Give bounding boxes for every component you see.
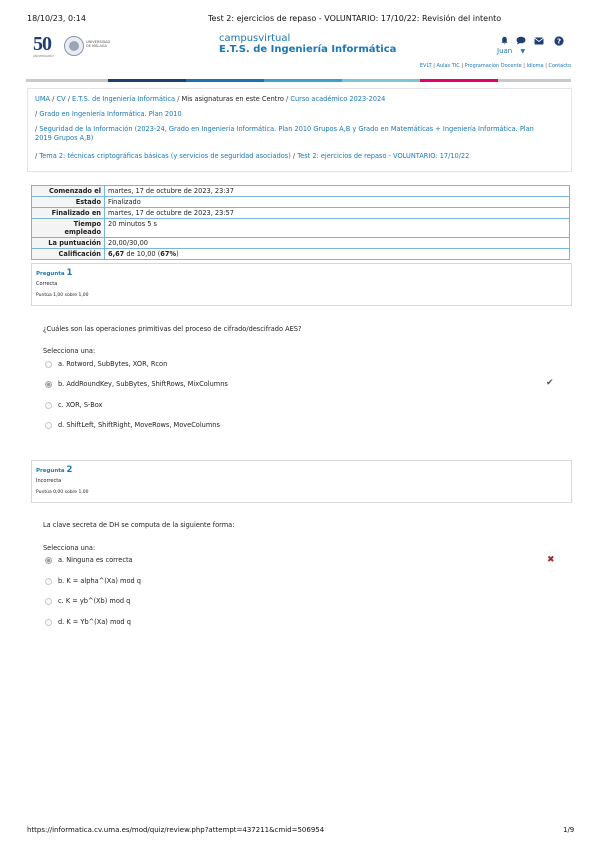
- breadcrumb-line1: UMA / CV / E.T.S. de Ingeniería Informática / Mis asignaturas en este Centro / Curso académico 2023-2024: [35, 95, 386, 103]
- top-links: EVLT | Aulas TIC | Programación Docente | Idioma | Contacto: [419, 63, 571, 69]
- university-line2: DE MÁLAGA: [86, 44, 107, 48]
- user-name: Juan: [497, 47, 513, 55]
- link-evlt[interactable]: EVLT: [419, 63, 432, 69]
- answer-option[interactable]: [45, 618, 131, 626]
- question-info: [31, 460, 572, 503]
- question-num: 2: [66, 465, 73, 475]
- option-label: c. K = yb^(Xb) mod q: [58, 597, 131, 605]
- answer-option[interactable]: [45, 577, 141, 585]
- color-bar: [26, 79, 571, 82]
- color-bar-seg: [108, 79, 186, 82]
- answer-option[interactable]: [45, 597, 130, 605]
- color-bar-seg: [498, 79, 571, 82]
- page-number: 1/9: [563, 826, 575, 834]
- question-label: Pregunta: [36, 468, 65, 474]
- correct-check-icon: ✔: [546, 378, 554, 388]
- print-date: 18/10/23, 0:14: [27, 14, 86, 23]
- breadcrumb-line2: / Grado en Ingeniería Informática. Plan 2010: [35, 110, 182, 118]
- question-label: Pregunta: [36, 271, 65, 277]
- chat-icon[interactable]: [516, 36, 526, 45]
- answer-option[interactable]: [45, 421, 220, 429]
- breadcrumb-cv[interactable]: CV: [56, 95, 66, 103]
- color-bar-seg: [26, 79, 108, 82]
- summary-value: Finalizado: [105, 197, 570, 208]
- answer-option[interactable]: [45, 360, 167, 368]
- question-text: La clave secreta de DH se computa de la siguiente forma:: [43, 521, 235, 529]
- radio-button-selected[interactable]: [45, 381, 52, 388]
- question-state: Incorrecta: [36, 478, 62, 484]
- breadcrumb-test[interactable]: Test 2: ejercicios de repaso - VOLUNTARIO: 17/10/22: [297, 152, 470, 160]
- breadcrumb-line4: / Tema 2: técnicas criptográficas básicas (y servicios de seguridad asociados) / Test 2: ejercicios de repaso - VOLUNTARIO: 17/10/22: [35, 152, 470, 160]
- breadcrumb-mis-asignaturas: Mis asignaturas en este Centro: [181, 95, 284, 103]
- breadcrumb-tema[interactable]: Tema 2: técnicas criptográficas básicas (y servicios de seguridad asociados): [39, 152, 291, 160]
- question-grade: Puntúa 1,00 sobre 1,00: [36, 293, 89, 298]
- option-label: a. Ninguna es correcta: [58, 556, 133, 564]
- option-label: b. K = alpha^(Xa) mod q: [58, 577, 141, 585]
- summary-value: martes, 17 de octubre de 2023, 23:57: [105, 208, 570, 219]
- answer-option[interactable]: [45, 556, 133, 564]
- option-label: c. XOR, S-Box: [58, 401, 103, 409]
- mail-icon[interactable]: [534, 37, 544, 45]
- color-bar-seg: [342, 79, 420, 82]
- question-prompt: Selecciona una:: [43, 544, 96, 552]
- radio-button[interactable]: [45, 422, 52, 429]
- radio-button[interactable]: [45, 598, 52, 605]
- summary-label: Finalizado en: [32, 208, 105, 219]
- question-info: [31, 263, 572, 306]
- summary-row: [32, 197, 570, 208]
- print-url: https://informatica.cv.uma.es/mod/quiz/review.php?attempt=437211&cmid=506954: [27, 826, 325, 834]
- link-contacto[interactable]: Contacto: [548, 63, 571, 69]
- color-bar-seg: [264, 79, 342, 82]
- breadcrumb-asignatura-a: Seguridad de la Información (2023-24, Grado en Ingeniería Informática. Plan 2010 Grupos A,B y Grado en Matemáticas + Ingeniería Informática. Plan: [39, 125, 534, 133]
- university-seal-icon: [64, 36, 84, 56]
- summary-label: Calificación: [32, 249, 105, 260]
- anniversary-number: 50: [33, 33, 51, 55]
- site-line2: E.T.S. de Ingeniería Informática: [219, 44, 397, 55]
- breadcrumb-grado[interactable]: Grado en Ingeniería Informática. Plan 2010: [39, 110, 182, 118]
- breadcrumb-asignatura-b: 2019 Grupos A,B): [35, 134, 94, 142]
- site-line1: campusvirtual: [219, 33, 291, 44]
- university-line1: UNIVERSIDAD: [86, 40, 111, 44]
- radio-button[interactable]: [45, 578, 52, 585]
- site-name-link[interactable]: [219, 33, 396, 56]
- radio-button[interactable]: [45, 402, 52, 409]
- answer-option[interactable]: [45, 401, 102, 409]
- bell-icon[interactable]: [500, 36, 509, 45]
- incorrect-cross-icon: ✖: [547, 555, 555, 565]
- summary-value: [105, 249, 570, 260]
- grade-close: ): [176, 250, 179, 258]
- breadcrumb-etsi[interactable]: E.T.S. de Ingeniería Informática: [72, 95, 176, 103]
- summary-value: 20,00/30,00: [105, 238, 570, 249]
- option-label: d. ShiftLeft, ShiftRight, MoveRows, MoveColumns: [58, 421, 220, 429]
- radio-button[interactable]: [45, 361, 52, 368]
- university-name: [86, 40, 126, 48]
- link-programacion-docente[interactable]: Programación Docente: [464, 63, 522, 69]
- option-label: b. AddRoundKey, SubBytes, ShiftRows, MixColumns: [58, 380, 228, 388]
- anniversary-sub: ANIVERSARIO: [33, 54, 54, 58]
- summary-row: [32, 238, 570, 249]
- summary-row: [32, 208, 570, 219]
- question-text: ¿Cuáles son las operaciones primitivas del proceso de cifrado/descifrado AES?: [43, 325, 302, 333]
- user-menu[interactable]: [497, 47, 525, 55]
- link-idioma[interactable]: Idioma: [526, 63, 544, 69]
- summary-label: Comenzado el: [32, 186, 105, 197]
- summary-row: [32, 249, 570, 260]
- breadcrumb-asignatura[interactable]: [35, 125, 534, 142]
- summary-row: [32, 219, 570, 238]
- summary-row: [32, 186, 570, 197]
- summary-value: 20 minutos 5 s: [105, 219, 570, 238]
- chevron-down-icon: ▼: [520, 48, 526, 55]
- breadcrumb-line3: / Seguridad de la Información (2023-24, Grado en Ingeniería Informática. Plan 2010 Grupos A,B y Grado en Matemáticas + Ingeniería Informática. Plan 2019 Grupos A,B): [35, 125, 534, 142]
- attempt-summary-table: [31, 185, 570, 260]
- color-bar-seg: [186, 79, 264, 82]
- question-prompt: Selecciona una:: [43, 347, 96, 355]
- grade-value: 6,67: [108, 250, 125, 258]
- grade-rest: de 10,00 (: [126, 250, 161, 258]
- radio-button-selected[interactable]: [45, 557, 52, 564]
- question-state: Correcta: [36, 281, 58, 287]
- answer-option[interactable]: [45, 380, 228, 388]
- grade-pct: 67%: [160, 250, 177, 258]
- link-aulas-tic[interactable]: Aulas TIC: [436, 63, 460, 69]
- summary-value: martes, 17 de octubre de 2023, 23:37: [105, 186, 570, 197]
- question-number: [36, 465, 72, 475]
- question-number: [36, 268, 72, 278]
- question-grade: Puntúa 0,00 sobre 1,00: [36, 490, 89, 495]
- print-title: Test 2: ejercicios de repaso - VOLUNTARIO: 17/10/22: Revisión del intento: [208, 14, 502, 23]
- summary-label: Estado: [32, 197, 105, 208]
- breadcrumb-curso[interactable]: Curso académico 2023-2024: [290, 95, 386, 103]
- anniversary-logo[interactable]: [33, 34, 67, 60]
- summary-label: La puntuación: [32, 238, 105, 249]
- option-label: a. Rotword, SubBytes, XOR, Rcon: [58, 360, 168, 368]
- question-num: 1: [66, 268, 73, 278]
- color-bar-seg: [420, 79, 498, 82]
- breadcrumb-uma[interactable]: UMA: [35, 95, 51, 103]
- svg-text:?: ?: [556, 37, 562, 46]
- summary-label: Tiempo empleado: [32, 219, 105, 238]
- breadcrumb: [27, 88, 572, 172]
- radio-button[interactable]: [45, 619, 52, 626]
- help-icon[interactable]: [554, 36, 564, 46]
- option-label: d. K = Yb^(Xa) mod q: [58, 618, 131, 626]
